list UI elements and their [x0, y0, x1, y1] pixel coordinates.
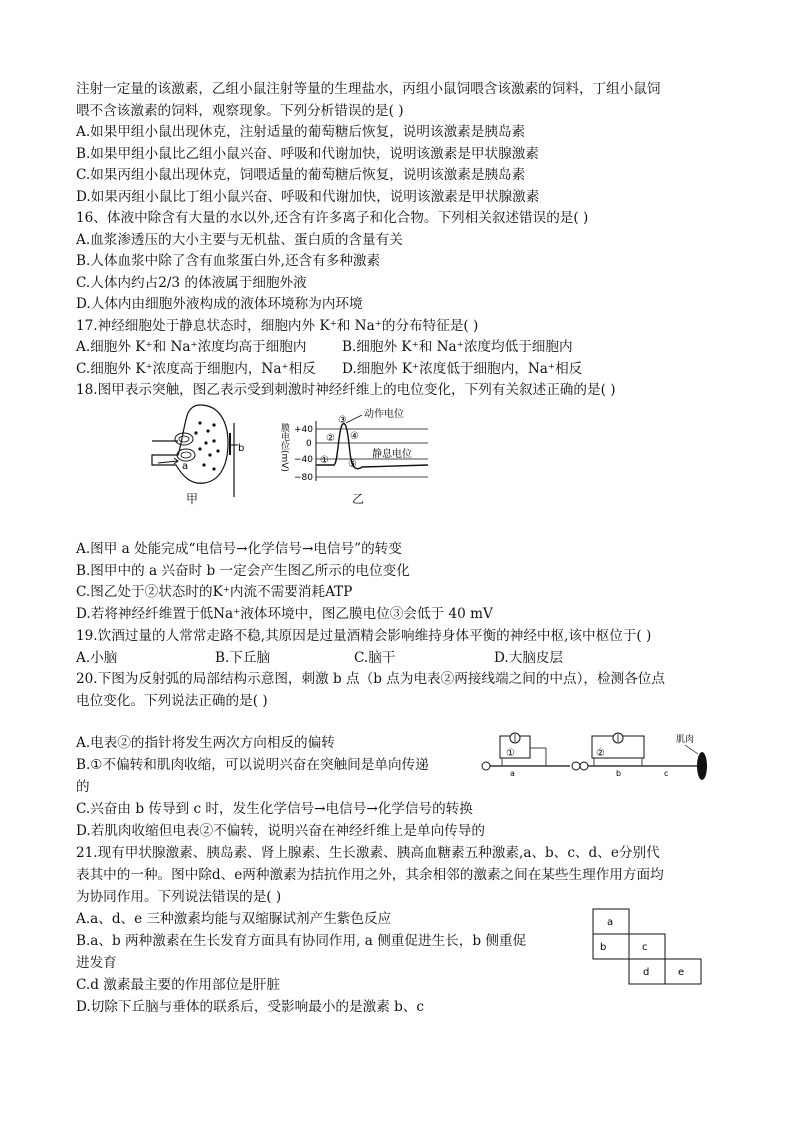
q17-option-b: B.细胞外 K⁺和 Na⁺浓度均低于细胞内 [342, 339, 573, 355]
label-b: b [238, 443, 245, 454]
q16-option-a: A.血浆渗透压的大小主要与无机盐、蛋白质的含量有关 [76, 232, 403, 248]
q16-option-d: D.人体内由细胞外液构成的液体环境称为内环境 [76, 296, 363, 312]
q19-stem: 19.饮酒过量的人常常走路不稳,其原因是过量酒精会影响维持身体平衡的神经中枢,该中枢位于( ) [76, 628, 652, 644]
tick-0: 0 [306, 439, 312, 449]
q17-stem: 17.神经细胞处于静息状态时，细胞内外 K⁺和 Na⁺的分布特征是( ) [76, 318, 479, 334]
marker-5: ⑤ [348, 459, 357, 470]
q16-option-c: C.人体内约占2/3 的体液属于细胞外液 [76, 275, 307, 291]
resting-potential-label: 静息电位 [372, 449, 412, 460]
potential-curve [316, 424, 428, 469]
q18-option-c: C.图乙处于②状态时的K⁺内流不需要消耗ATP [76, 584, 353, 600]
q18-option-d: D.若将神经纤维置于低Na⁺液体环境中，图乙膜电位③会低于 40 mV [76, 606, 493, 622]
q21-option-b-line2: 进发育 [76, 955, 117, 971]
q21-option-b-line1: B.a、b 两种激素在生长发育方面具有协同作用, a 侧重促进生长，b 侧重促 [76, 933, 527, 949]
q20-option-c: C.兴奋由 b 传导到 c 时，发生化学信号→电信号→化学信号的转换 [76, 801, 473, 817]
q17-option-a: A.细胞外 K⁺和 Na⁺浓度均高于细胞内 [76, 339, 307, 355]
muscle-label: 肌肉 [676, 735, 695, 745]
grid-label-a: a [607, 917, 614, 928]
figure-yi-caption: 乙 [352, 492, 365, 506]
q19-option-d: D.大脑皮层 [494, 650, 564, 666]
point-a-label: a [510, 769, 515, 778]
grid-label-b: b [600, 942, 607, 953]
grid-label-d: d [643, 967, 650, 978]
q18-option-b: B.图甲中的 a 兴奋时 b 一定会产生图乙所示的电位变化 [76, 563, 410, 579]
q15-stem-line1: 注射一定量的该激素，乙组小鼠注射等量的生理盐水，丙组小鼠饲喂含该激素的饲料，丁组小鼠饲 [76, 81, 661, 97]
point-b-label: b [616, 769, 622, 778]
potential-figure [278, 403, 438, 503]
tick-plus40: +40 [294, 425, 313, 435]
marker-3: ③ [338, 415, 347, 426]
q21-stem-line2: 表其中的一种。图中除d、e两种激素为拮抗作用之外，其余相邻的激素之间在某些生理作用方面均 [76, 867, 664, 883]
q15-option-d: D.如果丙组小鼠比丁组小鼠兴奋、呼吸和代谢加快，说明该激素是甲状腺激素 [76, 189, 540, 205]
q20-option-d: D.若肌肉收缩但电表②不偏转，说明兴奋在神经纤维上是单向传导的 [76, 823, 485, 839]
q16-stem: 16、体液中除含有大量的水以外,还含有许多离子和化合物。下列相关叙述错误的是( ) [76, 210, 589, 226]
q21-stem-line1: 21.现有甲状腺激素、胰岛素、肾上腺素、生长激素、胰高血糖素五种激素,a、b、c、d、e分别代 [76, 845, 660, 861]
arrow-a [158, 458, 178, 464]
muscle-shape [697, 752, 707, 780]
label-a: a [182, 461, 189, 472]
q15-option-c: C.如果丙组小鼠出现休克，饲喂适量的葡萄糖后恢复，说明该激素是胰岛素 [76, 167, 526, 183]
meter-1-label: ① [506, 748, 515, 759]
marker-1: ① [320, 455, 329, 466]
q20-option-b-line1: B.①不偏转和肌肉收缩，可以说明兴奋在突触间是单向传递 [76, 757, 429, 773]
grid-label-e: e [678, 967, 685, 978]
point-c-label: c [664, 769, 669, 778]
q15-stem-line2: 喂不含该激素的饲料，观察现象。下列分析错误的是( ) [76, 103, 404, 119]
q17-option-c: C.细胞外 K⁺浓度高于细胞内，Na⁺相反 [76, 361, 316, 377]
q21-option-d: D.切除下丘脑与垂体的联系后，受影响最小的是激素 b、c [76, 999, 425, 1015]
q15-option-b: B.如果甲组小鼠比乙组小鼠兴奋、呼吸和代谢加快，说明该激素是甲状腺激素 [76, 146, 539, 162]
action-potential-label: 动作电位 [364, 409, 404, 420]
q21-option-c: C.d 激素最主要的作用部位是肝脏 [76, 977, 280, 993]
marker-4: ④ [350, 431, 359, 442]
presynaptic-terminal [152, 405, 228, 483]
grid-label-c: c [642, 942, 648, 953]
q18-stem: 18.图甲表示突触，图乙表示受到刺激时神经纤维上的电位变化，下列有关叙述正确的是( ) [76, 382, 616, 398]
q20-option-a: A.电表②的指针将发生两次方向相反的偏转 [76, 735, 335, 751]
grid-cell-b [593, 934, 629, 959]
q20-stem-line1: 20.下图为反射弧的局部结构示意图，刺激 b 点（b 点为电表②两接线端之间的中点），检测各位点 [76, 671, 665, 687]
hormone-grid [592, 908, 712, 986]
q20-stem-line2: 电位变化。下列说法正确的是( ) [76, 693, 268, 709]
q21-stem-line3: 为协同作用。下列说法错误的是( ) [76, 889, 282, 905]
neurotransmitter-dots [194, 421, 219, 470]
meter-2-label: ② [596, 748, 605, 759]
q19-option-a: A.小脑 [76, 650, 118, 666]
q19-option-c: C.脑干 [354, 650, 396, 666]
tick-minus80: −80 [294, 473, 313, 483]
figure-jia-caption: 甲 [186, 492, 199, 506]
q18-option-a: A.图甲 a 处能完成“电信号→化学信号→电信号”的转变 [76, 541, 402, 557]
y-axis-label: 膜电位(mV) [279, 423, 289, 472]
marker-2: ② [326, 433, 335, 444]
reflex-arc-figure [480, 730, 716, 782]
tick-minus40: −40 [294, 455, 313, 465]
synapse-figure [148, 403, 258, 503]
q16-option-b: B.人体血浆中除了含有血浆蛋白外,还含有多种激素 [76, 253, 381, 269]
q21-option-a: A.a、d、e 三种激素均能与双缩脲试剂产生紫色反应 [76, 911, 392, 927]
q15-option-a: A.如果甲组小鼠出现休克，注射适量的葡萄糖后恢复，说明该激素是胰岛素 [76, 124, 526, 140]
q17-option-d: D.细胞外 K⁺浓度低于细胞内，Na⁺相反 [342, 361, 583, 377]
q20-option-b-line2: 的 [76, 779, 90, 795]
q19-option-b: B.下丘脑 [215, 650, 271, 666]
